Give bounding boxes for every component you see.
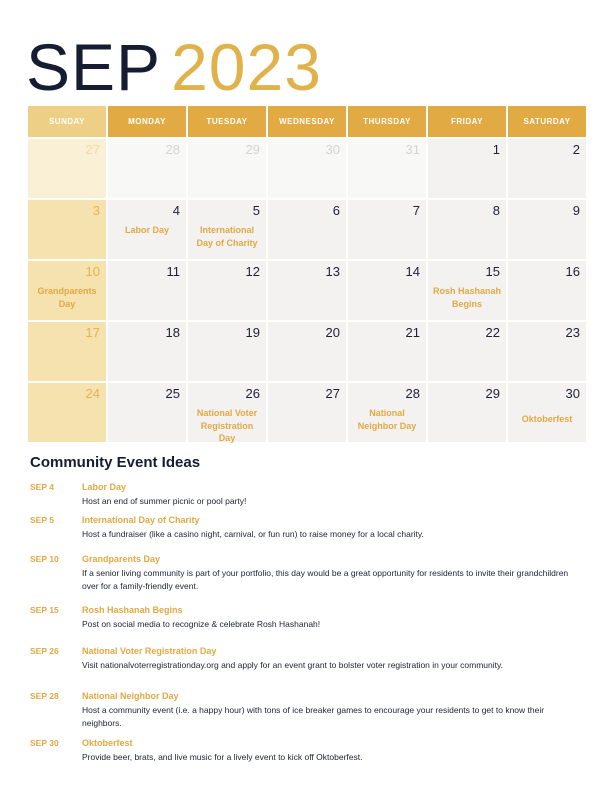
day-number: 27: [85, 142, 100, 157]
day-number: 6: [332, 203, 340, 218]
day-number: 10: [85, 264, 100, 279]
event-idea-description: Provide beer, brats, and live music for a lively event to kick off Oktoberfest.: [82, 752, 363, 762]
event-idea-date: SEP 26: [30, 646, 59, 656]
calendar-day-cell: [428, 139, 506, 198]
calendar-day-cell: [28, 322, 106, 381]
day-header-monday: MONDAY: [108, 106, 186, 137]
day-number: 28: [165, 142, 180, 157]
event-idea-date: SEP 5: [30, 515, 54, 525]
event-idea-name: Labor Day: [82, 482, 127, 492]
calendar-day-cell: [508, 383, 586, 442]
calendar-day-cell: [268, 383, 346, 442]
calendar-day-cell: [188, 261, 266, 320]
day-number: 3: [92, 203, 100, 218]
calendar-day-cell: [108, 139, 186, 198]
calendar-day-cell: [108, 261, 186, 320]
event-idea-name: Grandparents Day: [82, 554, 161, 564]
day-number: 17: [85, 325, 100, 340]
calendar-day-cell: [188, 200, 266, 259]
page-title: [26, 30, 322, 104]
calendar-day-cell: [348, 383, 426, 442]
day-number: 23: [565, 325, 580, 340]
day-number: 14: [405, 264, 420, 279]
calendar-day-cell: [428, 383, 506, 442]
day-header-sunday: SUNDAY: [28, 106, 106, 137]
day-number: 11: [166, 264, 180, 279]
day-number: 29: [245, 142, 260, 157]
event-idea-name: Rosh Hashanah Begins: [82, 605, 183, 615]
day-number: 2: [572, 142, 580, 157]
day-event-label: Grandparents Day: [37, 286, 97, 309]
calendar-day-cell: [508, 261, 586, 320]
calendar-day-cell: [188, 383, 266, 442]
calendar-day-cell: [268, 139, 346, 198]
day-number: 15: [485, 264, 500, 279]
event-idea-date: SEP 4: [30, 482, 54, 492]
day-number: 1: [492, 142, 500, 157]
day-number: 4: [172, 203, 180, 218]
event-idea-name: Oktoberfest: [82, 738, 133, 748]
day-number: 8: [492, 203, 500, 218]
event-idea-name: International Day of Charity: [82, 515, 200, 525]
calendar-day-cell: [428, 261, 506, 320]
event-idea-date: SEP 30: [30, 738, 59, 748]
day-event-label: Labor Day: [124, 225, 169, 235]
day-event-label: Oktoberfest: [521, 414, 573, 424]
event-idea-description: Post on social media to recognize & celebrate Rosh Hashanah!: [82, 619, 321, 629]
day-number: 30: [565, 386, 580, 401]
calendar-day-cell: [108, 322, 186, 381]
day-event-label: Rosh Hashanah Begins: [432, 286, 501, 309]
day-number: 29: [485, 386, 500, 401]
calendar-day-cell: [188, 139, 266, 198]
calendar-days: [28, 139, 584, 442]
day-number: 19: [245, 325, 260, 340]
day-number: 31: [405, 142, 420, 157]
event-idea-description: Visit nationalvoterregistrationday.org and apply for an event grant to bolster voter registration in your community.: [82, 660, 503, 670]
day-number: 13: [325, 264, 340, 279]
event-idea-date: SEP 15: [30, 605, 59, 615]
day-number: 20: [325, 325, 340, 340]
calendar-day-cell: [428, 200, 506, 259]
calendar-day-cell: [188, 322, 266, 381]
day-header-wednesday: WEDNESDAY: [268, 106, 346, 137]
day-event-label: National Voter Registration Day: [196, 408, 258, 443]
calendar-day-cell: [348, 322, 426, 381]
day-number: 25: [165, 386, 180, 401]
calendar-day-cell: [508, 322, 586, 381]
title-year: 2023: [171, 30, 322, 104]
calendar-day-cell: [508, 200, 586, 259]
event-idea-description: Host a fundraiser (like a casino night, carnival, or fun run) to raise money for a local charity.: [82, 529, 424, 539]
day-header-saturday: SATURDAY: [508, 106, 586, 137]
calendar-day-cell: [268, 200, 346, 259]
day-header-friday: FRIDAY: [428, 106, 506, 137]
event-idea-name: National Neighbor Day: [82, 691, 179, 701]
event-idea-name: National Voter Registration Day: [82, 646, 217, 656]
event-idea-description: If a senior living community is part of your portfolio, this day would be a great opportunity for residents to invite their grandchildren over for a family-friendly event.: [82, 568, 569, 591]
calendar-day-cell: [348, 200, 426, 259]
event-idea-date: SEP 10: [30, 554, 59, 564]
event-idea-date: SEP 28: [30, 691, 59, 701]
title-month: SEP: [26, 30, 162, 104]
calendar-grid: [28, 106, 584, 442]
calendar-day-headers: [28, 106, 584, 137]
day-number: 18: [165, 325, 180, 340]
calendar-day-cell: [508, 139, 586, 198]
calendar-day-cell: [28, 261, 106, 320]
day-number: 28: [405, 386, 420, 401]
day-event-label: National Neighbor Day: [357, 408, 417, 431]
event-idea-description: Host an end of summer picnic or pool party!: [82, 496, 247, 506]
day-event-label: International Day of Charity: [196, 225, 258, 248]
calendar-day-cell: [108, 200, 186, 259]
calendar-day-cell: [28, 383, 106, 442]
day-number: 21: [405, 325, 420, 340]
ideas-heading: Community Event Ideas: [30, 454, 201, 471]
calendar-day-cell: [268, 261, 346, 320]
day-header-tuesday: TUESDAY: [188, 106, 266, 137]
day-number: 27: [325, 386, 340, 401]
calendar-day-cell: [108, 383, 186, 442]
day-number: 26: [245, 386, 260, 401]
day-number: 22: [485, 325, 500, 340]
day-number: 12: [245, 264, 260, 279]
day-number: 16: [565, 264, 580, 279]
day-number: 7: [412, 203, 420, 218]
calendar-day-cell: [348, 261, 426, 320]
day-number: 30: [325, 142, 340, 157]
day-number: 5: [252, 203, 260, 218]
calendar-day-cell: [28, 139, 106, 198]
calendar-day-cell: [348, 139, 426, 198]
day-number: 24: [85, 386, 100, 401]
calendar-day-cell: [428, 322, 506, 381]
day-number: 9: [572, 203, 580, 218]
calendar-day-cell: [28, 200, 106, 259]
calendar-day-cell: [268, 322, 346, 381]
event-idea-description: Host a community event (i.e. a happy hour) with tons of ice breaker games to encourage your residents to get to know their neighbors.: [82, 705, 545, 728]
day-header-thursday: THURSDAY: [348, 106, 426, 137]
